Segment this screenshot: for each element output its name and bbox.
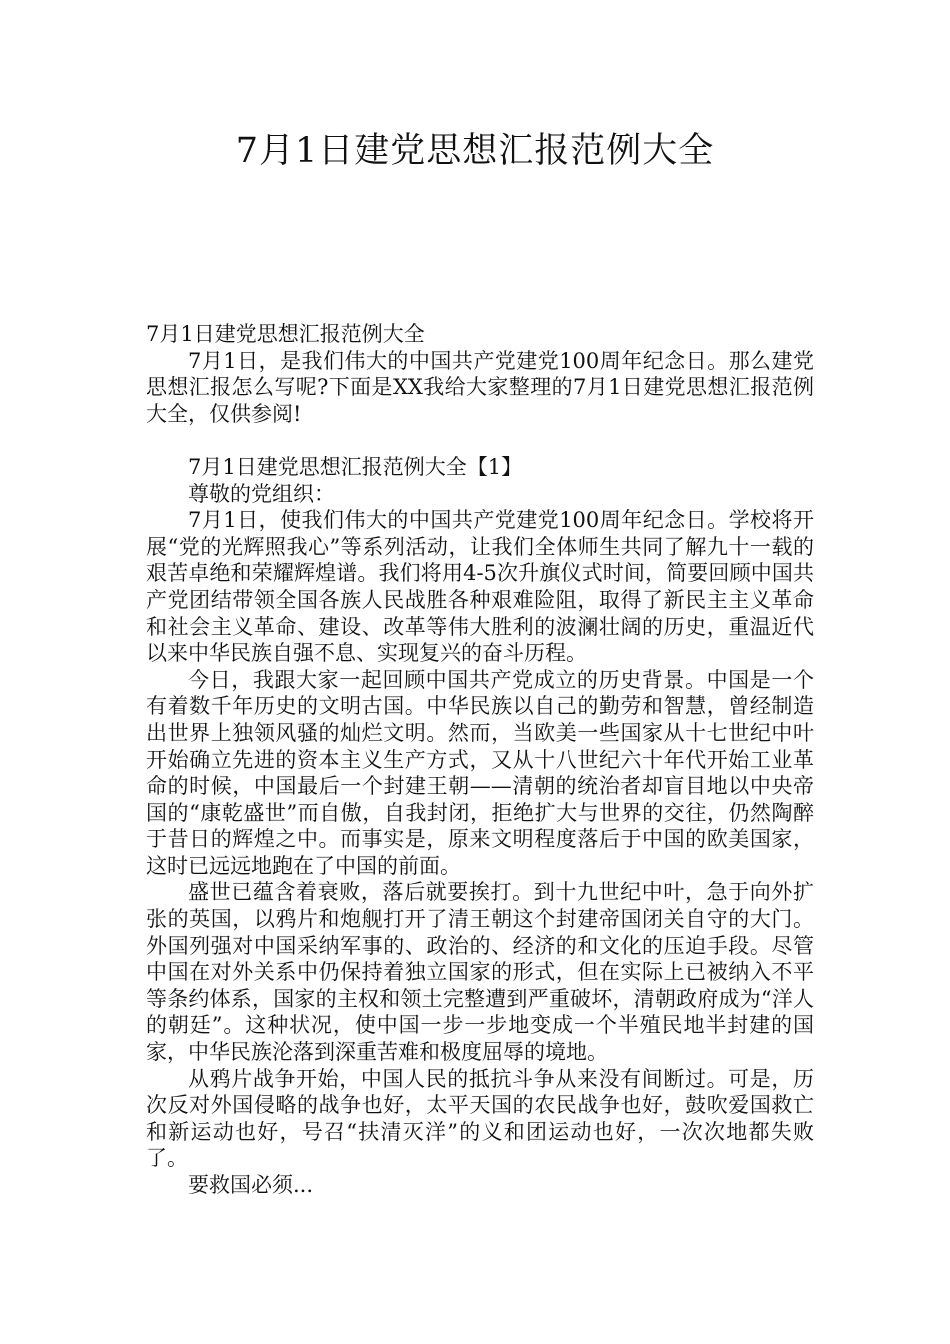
blank-line bbox=[146, 427, 814, 454]
body-paragraph: 从鸦片战争开始，中国人民的抵抗斗争从来没有间断过。可是，历次反对外国侵略的战争也好，太平天国的农民战争也好，鼓吹爱国救亡和新运动也好，号召“扶清灭洋”的义和团运动也好，一次次地都失败了。 bbox=[146, 1066, 814, 1171]
body-paragraph: 要救国必须... bbox=[188, 1173, 314, 1197]
body-paragraph: 盛世已蕴含着衰败，落后就要挨打。到十九世纪中叶，急于向外扩张的英国，以鸦片和炮舰打开了清王朝这个封建帝国闭关自守的大门。外国列强对中国采纳军事的、政治的、经济的和文化的压迫手段。尽管中国在对外关系中仍保持着独立国家的形式，但在实际上已被纳入不平等条约体系，国家的主权和领土完整遭到严重破坏，清朝政府成为“洋人的朝廷”。这种状况，使中国一步一步地变成一个半殖民地半封建的国家，中华民族沦落到深重苦难和极度屈辱的境地。 bbox=[146, 880, 814, 1065]
salutation: 尊敬的党组织： bbox=[188, 481, 335, 506]
body-paragraph: 7月1日，使我们伟大的中国共产党建党100周年纪念日。学校将开展“党的光辉照我心”等系列活动，让我们全体师生共同了解九十一载的艰苦卓绝和荣耀辉煌谱。我们将用4-5次升旗仪式时间，简要回顾中国共产党团结带领全国各族人民战胜各种艰难险阻，取得了新民主主义革命和社会主义革命、建设、改革等伟大胜利的波澜壮阔的历史，重温近代以来中华民族自强不息、实现复兴的奋斗历程。 bbox=[146, 508, 814, 666]
section-heading: 7月1日建党思想汇报范例大全【1】 bbox=[188, 454, 523, 479]
body-paragraph: 今日，我跟大家一起回顾中国共产党成立的历史背景。中国是一个有着数千年历史的文明古国。中华民族以自己的勤劳和智慧，曾经制造出世界上独领风骚的灿烂文明。然而，当欧美一些国家从十七世纪中叶开始确立先进的资本主义生产方式，又从十八世纪六十年代开始工业革命的时候，中国最后一个封建王朝——清朝的统治者却盲目地以中央帝国的“康乾盛世”而自傲，自我封闭，拒绝扩大与世界的交往，仍然陶醉于昔日的辉煌之中。而事实是，原来文明程度落后于中国的欧美国家，这时已远远地跑在了中国的前面。 bbox=[146, 667, 814, 878]
document-body bbox=[146, 321, 814, 1199]
document-title: 7月1日建党思想汇报范例大全 bbox=[235, 131, 715, 171]
document-subtitle: 7月1日建党思想汇报范例大全 bbox=[146, 322, 425, 346]
intro-paragraph: 7月1日，是我们伟大的中国共产党建党100周年纪念日。那么建党思想汇报怎么写呢?下面是XX我给大家整理的7月1日建党思想汇报范例大全，仅供参阅! bbox=[146, 348, 814, 426]
